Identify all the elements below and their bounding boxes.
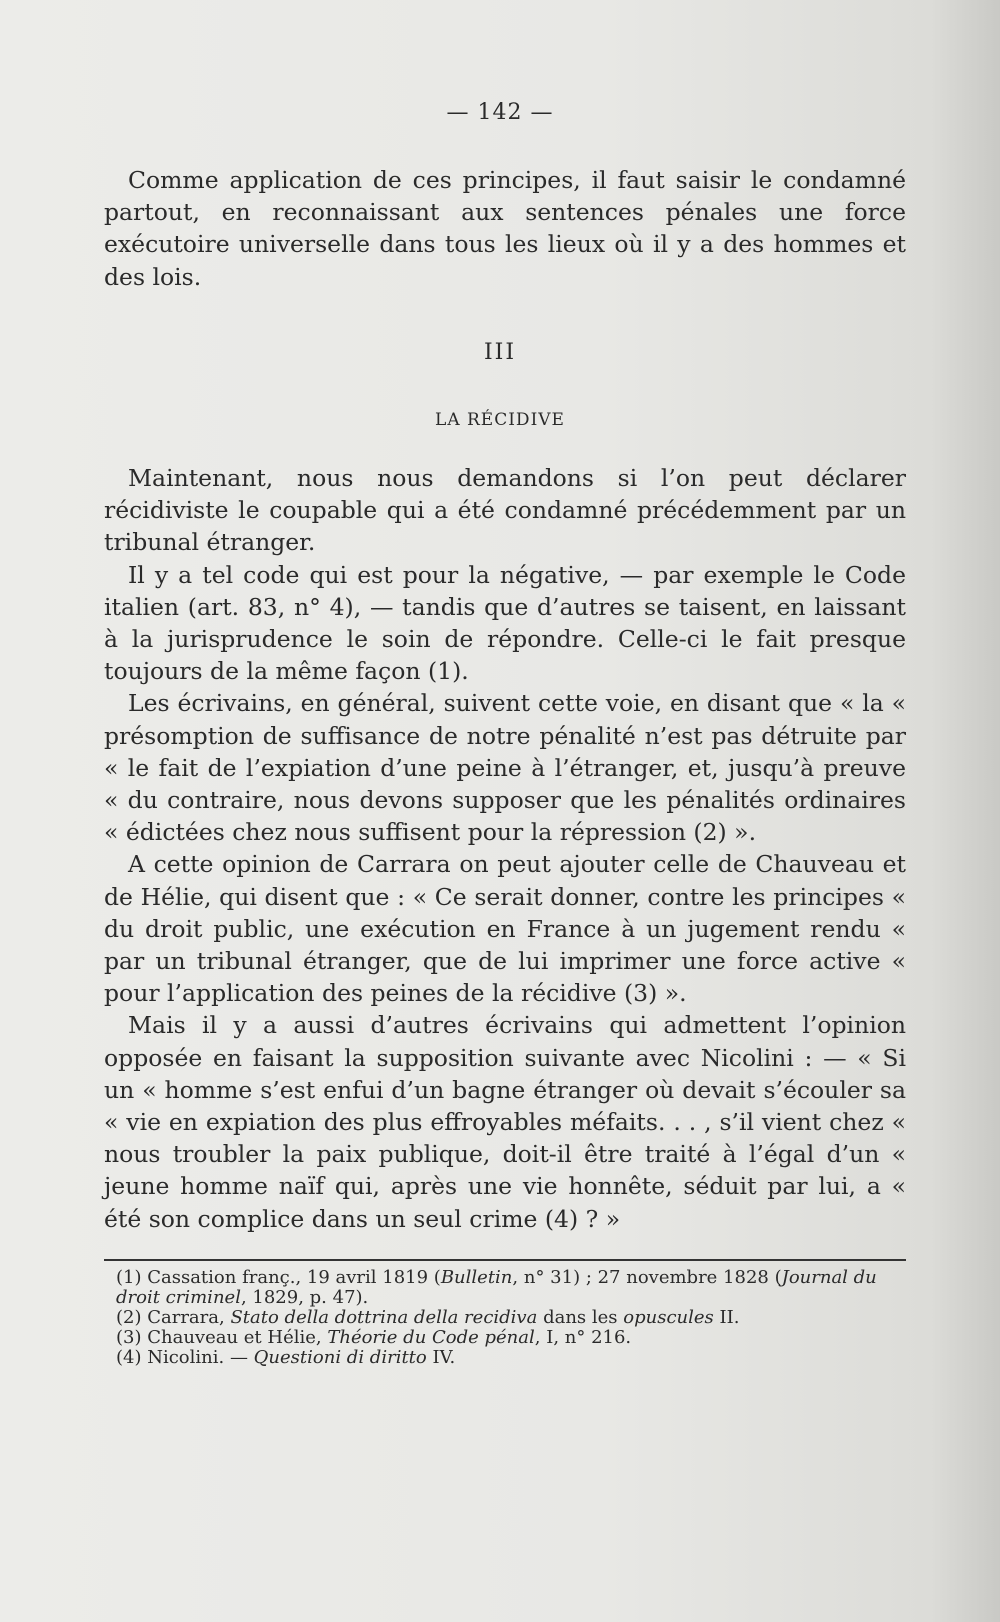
footnote-divider	[104, 1259, 906, 1261]
body-text	[104, 462, 906, 1235]
intro-block	[104, 164, 906, 293]
footnote-text: (4) Nicolini. —	[116, 1347, 254, 1368]
intro-paragraph: Comme application de ces principes, il faut saisir le condamné partout, en reconnaissant aux sentences pénales une force exécutoire universelle dans tous les lieux où il y a des hommes et des lois.	[104, 166, 906, 291]
footnotes	[116, 1268, 906, 1368]
footnote-3	[116, 1328, 906, 1348]
paragraph: Il y a tel code qui est pour la négative, — par exemple le Code italien (art. 83, n° 4), — tandis que d’autres se taisent, en laissant à la jurisprudence le soin de répondre. Celle-ci le fait presque toujours de la même façon (1).	[104, 560, 906, 686]
footnote-text: dans les	[537, 1307, 624, 1328]
footnote-1	[116, 1268, 906, 1308]
section-number: III	[483, 340, 517, 365]
paragraph: Maintenant, nous nous demandons si l’on peut déclarer récidiviste le coupable qui a été condamné précédemment par un tribunal étranger.	[104, 464, 906, 557]
footnote-text: , I, n° 216.	[534, 1327, 632, 1348]
paragraph: A cette opinion de Carrara on peut ajouter celle de Chauveau et de Hélie, qui disent que : « Ce serait donner, contre les principes « du droit public, une exécution en France à un jugement rendu « par un tribunal étranger, que de lui imprimer une force active « pour l’application des peines de la récidive (3) ».	[104, 850, 906, 1008]
footnote-4	[116, 1348, 906, 1368]
footnote-text: , 1829, p. 47).	[240, 1287, 369, 1308]
footnote-text: (3) Chauveau et Hélie,	[116, 1327, 328, 1348]
footnote-2	[116, 1308, 906, 1328]
paragraph: Les écrivains, en général, suivent cette voie, en disant que « la « présomption de suffisance de notre pénalité n’est pas détruite par « le fait de l’expiation d’une peine à l’étranger, et, jusqu’à preuve « du contraire, nous devons supposer que les pénalités ordinaires « édictées chez nous suffisent pour la répression (2) ».	[104, 689, 906, 847]
footnote-title: Journal du droit criminel	[116, 1267, 877, 1308]
footnote-title: opuscules	[623, 1307, 714, 1328]
footnote-text: IV.	[426, 1347, 456, 1368]
footnote-title: Théorie du Code pénal	[327, 1327, 535, 1348]
footnote-text: , n° 31) ; 27 novembre 1828 (	[512, 1267, 782, 1288]
page-number: — 142 —	[446, 100, 554, 125]
section-title: LA RÉCIDIVE	[435, 410, 565, 430]
footnote-text: II.	[713, 1307, 740, 1328]
paragraph: Mais il y a aussi d’autres écrivains qui admettent l’opinion opposée en faisant la supposition suivante avec Nicolini : — « Si un « homme s’est enfui d’un bagne étranger où devait s’écouler sa « vie en expiation des plus effroyables méfaits. . . , s’il vient chez « nous troubler la paix publique, doit-il être traité à l’égal d’un « jeune homme naïf qui, après une vie honnête, séduit par lui, a « été son complice dans un seul crime (4) ? »	[104, 1011, 906, 1233]
footnote-title: Stato della dottrina della recidiva	[230, 1307, 538, 1328]
footnote-title: Bulletin	[440, 1267, 513, 1288]
footnote-text: (1) Cassation franç., 19 avril 1819 (	[116, 1267, 441, 1288]
footnote-text: (2) Carrara,	[116, 1307, 231, 1328]
footnote-title: Questioni di diritto	[253, 1347, 427, 1368]
